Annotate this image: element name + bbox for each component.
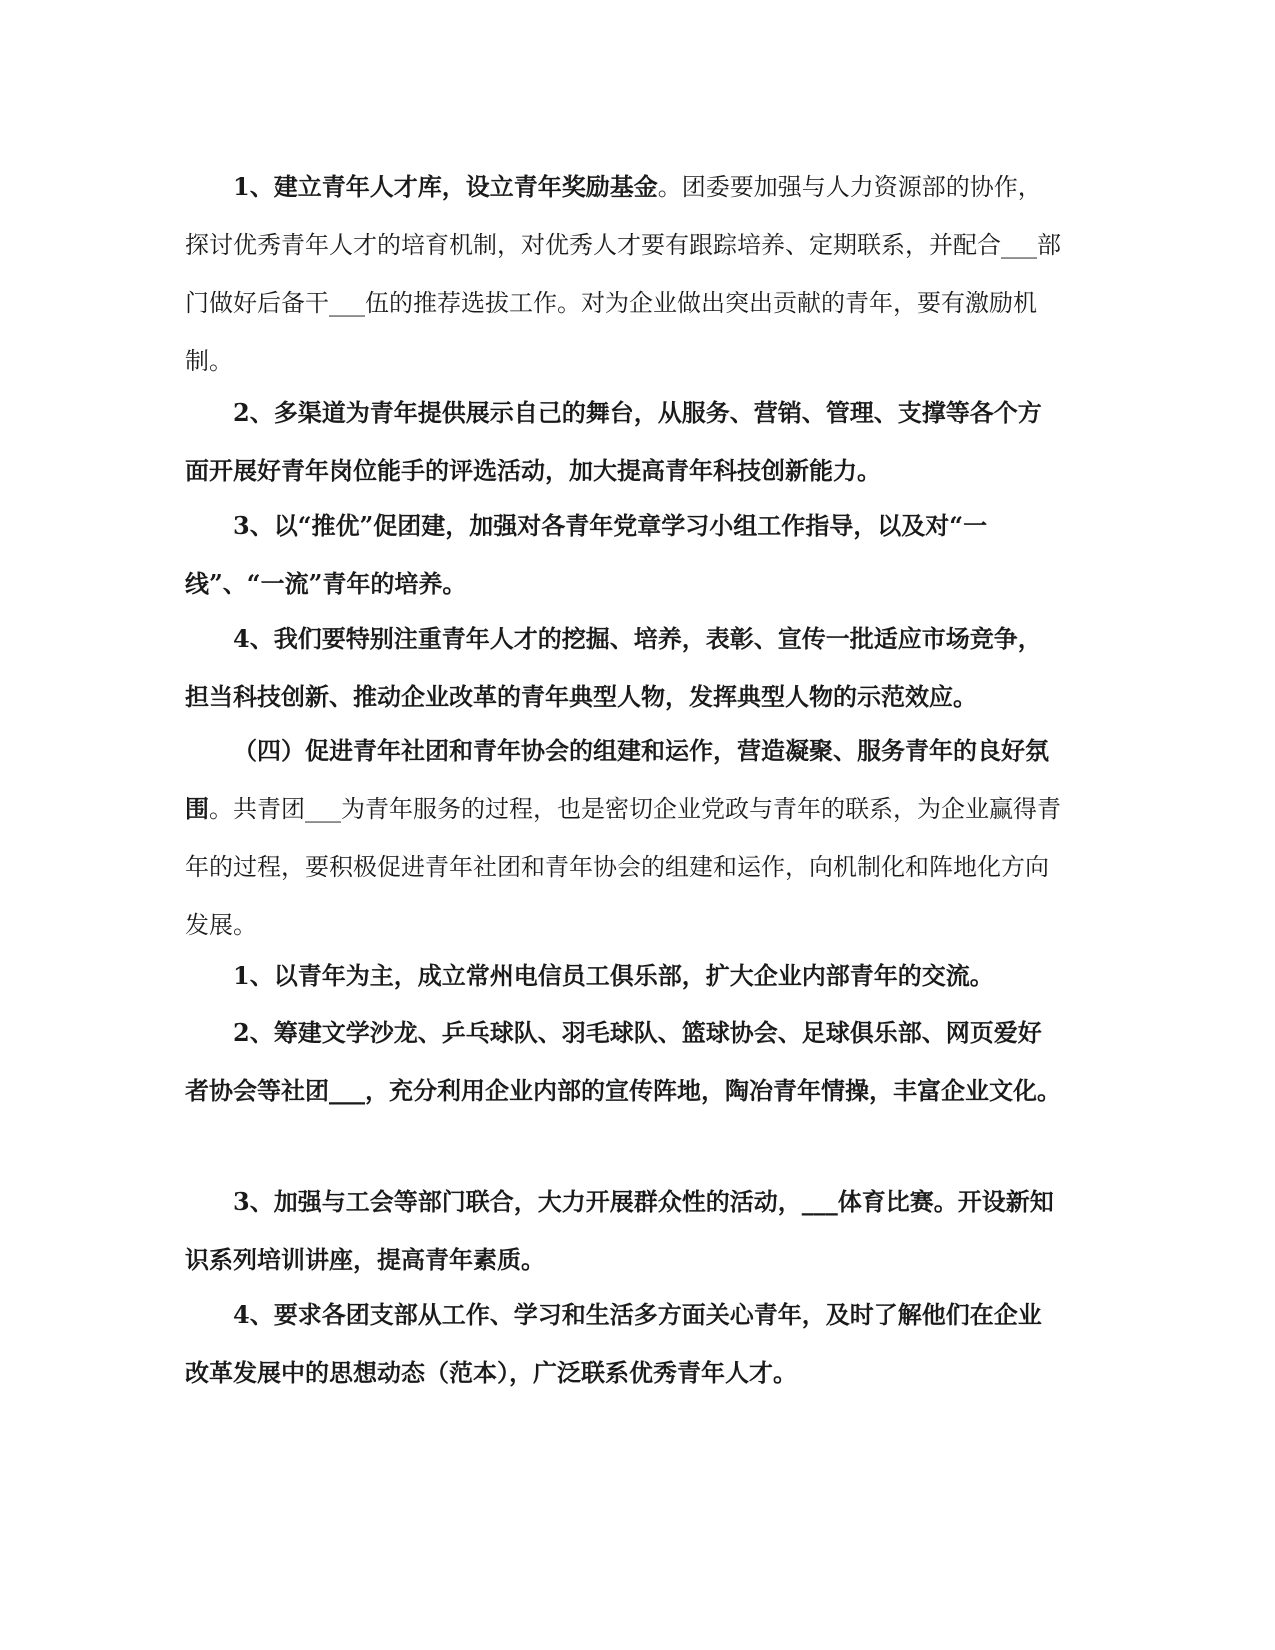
paragraph-4 xyxy=(185,610,1065,726)
paragraph-7 xyxy=(185,1173,1065,1289)
paragraph-7-heading: 3、加强与工会等部门联合，大力开展群众性的活动，___体育比赛。开设新知识系列培训讲座，提高青年素质。 xyxy=(185,1187,1054,1274)
paragraph-6 xyxy=(185,1004,1065,1120)
paragraph-1-body: 。团委要加强与人力资源部的协作，探讨优秀青年人才的培育机制，对优秀人才要有跟踪培养、定期联系，并配合___部门做好后备干___伍的推荐选拔工作。对为企业做出突出贡献的青年，要有激励机制。 xyxy=(185,173,1061,375)
paragraph-8 xyxy=(185,1286,1065,1402)
paragraph-5 xyxy=(185,947,1065,1005)
section-four-paragraph xyxy=(185,722,1065,954)
paragraph-1-heading: 1、建立青年人才库，设立青年奖励基金 xyxy=(233,172,658,201)
paragraph-2-heading: 2、多渠道为青年提供展示自己的舞台，从服务、营销、管理、支撑等各个方面开展好青年岗位能手的评选活动，加大提高青年科技创新能力。 xyxy=(185,398,1042,485)
section-four-body: 。共青团___为青年服务的过程，也是密切企业党政与青年的联系，为企业赢得青年的过程，要积极促进青年社团和青年协会的组建和运作，向机制化和阵地化方向发展。 xyxy=(185,795,1061,939)
paragraph-1 xyxy=(185,158,1065,390)
paragraph-3 xyxy=(185,497,1065,613)
paragraph-4-heading: 4、我们要特别注重青年人才的挖掘、培养，表彰、宣传一批适应市场竞争，担当科技创新、推动企业改革的青年典型人物，发挥典型人物的示范效应。 xyxy=(185,624,1042,711)
paragraph-6-heading: 2、筹建文学沙龙、乒乓球队、羽毛球队、篮球协会、足球俱乐部、网页爱好者协会等社团___，充分利用企业内部的宣传阵地，陶冶青年情操，丰富企业文化。 xyxy=(185,1018,1061,1105)
paragraph-3-heading: 3、以“推优”促团建，加强对各青年党章学习小组工作指导，以及对“一线”、“一流”青年的培养。 xyxy=(185,511,988,598)
section-four-heading: （四）促进青年社团和青年协会的组建和运作，营造凝聚、服务青年的良好氛围 xyxy=(185,736,1049,823)
paragraph-2 xyxy=(185,384,1065,500)
paragraph-8-heading: 4、要求各团支部从工作、学习和生活多方面关心青年，及时了解他们在企业改革发展中的思想动态（范本），广泛联系优秀青年人才。 xyxy=(185,1300,1042,1387)
paragraph-5-heading: 1、以青年为主，成立常州电信员工俱乐部，扩大企业内部青年的交流。 xyxy=(233,961,994,990)
